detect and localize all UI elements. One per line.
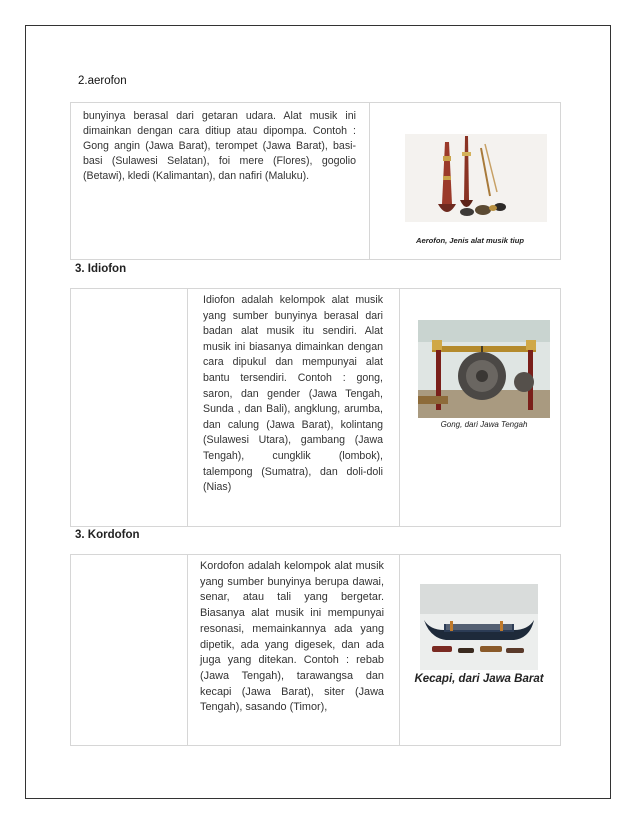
- idiofon-empty-cell: [70, 288, 188, 527]
- kordofon-description: Kordofon adalah kelompok alat musik yang sumber bunyinya berupa dawai, senar, atau tali yang bergetar. Biasanya alat musik ini mempunyai resonasi, memainkannya ada yang dipetik, ada yang digesek, dan ada juga yang ditekan. Contoh : rebab (Jawa Tengah), tarawangsa dan kecapi (Jawa Barat), siter (Jawa Tengah), sasando (Timor),: [200, 560, 384, 714]
- idiofon-caption: Gong, dari Jawa Tengah: [440, 420, 528, 429]
- kecapi-photo-icon: [420, 584, 538, 670]
- aerofon-description: bunyinya berasal dari getaran udara. Alat musik ini dimainkan dengan cara ditiup atau dipompa. Contoh : Gong angin (Jawa Barat), terompet (Jawa Barat), basi-basi (Sulawesi Selatan), foi mere (Flores), gogolio (Betawi), kledi (Kalimantan), dan nafiri (Maluku).: [83, 110, 356, 183]
- kordofon-heading: 3. Kordofon: [75, 529, 140, 541]
- idiofon-description: Idiofon adalah kelompok alat musik yang sumber bunyinya berasal dari badan alat musik itu sendiri. Alat musik ini biasanya dimainkan dengan cara dipukul dan mempunyai alat bantu tersendiri. Contoh : gong, saron, dan gender (Jawa Tengah, Sunda , dan Bali), angklung, arumba, dan calung (Jawa Barat), kolintang (Sulawesi Utara), gambang (Jawa Tengah), cungklik (lombok), talempong (Sumatra), dan doli-doli (Nias): [203, 294, 383, 494]
- aerofon-caption: Aerofon, Jenis alat musik tiup: [415, 236, 525, 245]
- kordofon-caption: Kecapi, dari Jawa Barat: [414, 673, 544, 685]
- wind-instruments-photo-icon: [405, 134, 547, 222]
- aerofon-heading: 2.aerofon: [78, 75, 127, 87]
- gong-photo-icon: [418, 320, 550, 418]
- kordofon-empty-cell: [70, 554, 188, 746]
- idiofon-heading: 3. Idiofon: [75, 263, 127, 275]
